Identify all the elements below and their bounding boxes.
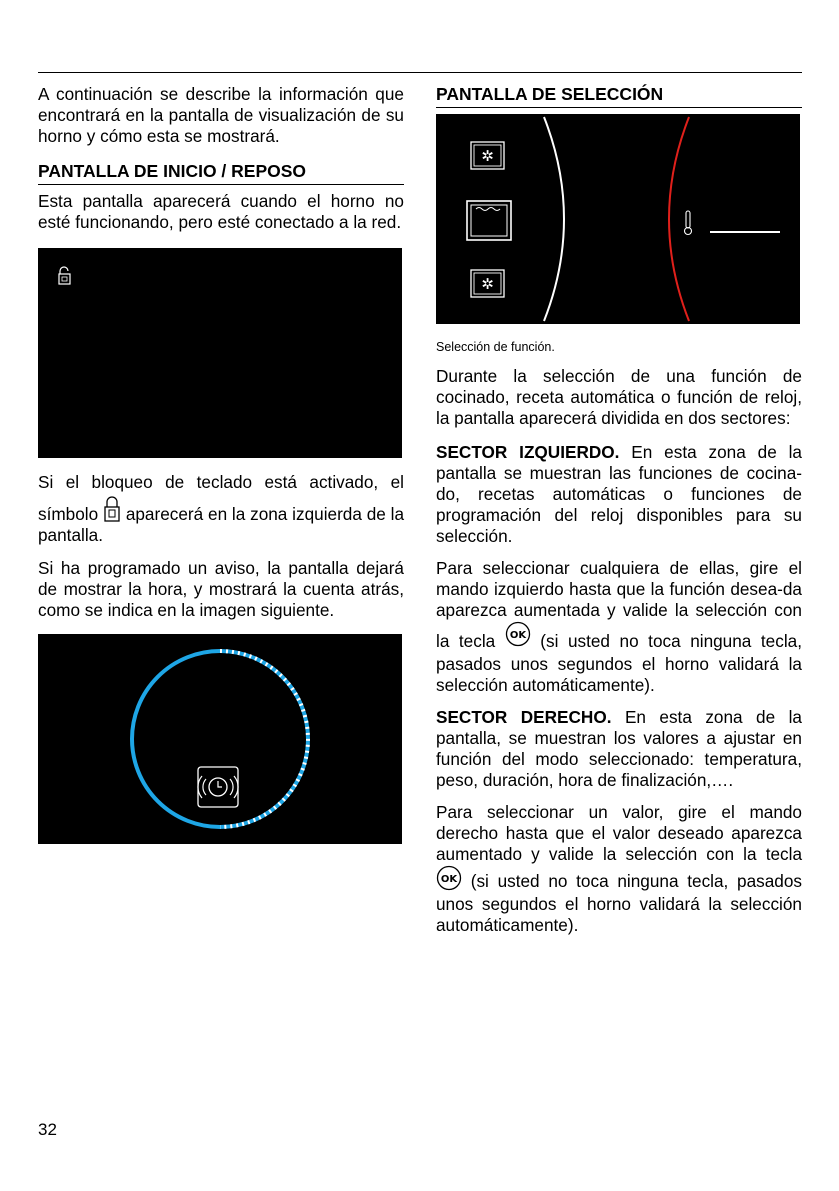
left-sector-label: SECTOR IZQUIERDO.: [436, 442, 620, 462]
left-sector-arc: [544, 117, 564, 321]
left-sector-description: En esta zona de la pantalla se muestran las funciones de cocina-do, recetas automáticas o funciones de programación del reloj disponibles para su selección.: [436, 442, 802, 546]
svg-text:✲: ✲: [481, 147, 494, 165]
ok-key-icon-2: [436, 865, 462, 894]
right-sector-label: SECTOR DERECHO.: [436, 707, 612, 727]
fan-grill-function-icon: [471, 270, 504, 297]
ok-key-icon: [505, 621, 531, 654]
fan-function-icon: [471, 142, 504, 169]
selection-screen-heading: PANTALLA DE SELECCIÓN: [436, 84, 802, 108]
home-screen-text: Esta pantalla aparecerá cuando el horno no esté funcionando, pero esté conectado a la red.: [38, 191, 404, 232]
lock-icon: [103, 493, 121, 523]
keyboard-lock-text-a: Si el bloqueo de teclado está activado, el símbolo: [38, 472, 404, 524]
ok-key-label-2: OK: [440, 874, 458, 885]
top-rule: [38, 72, 802, 73]
selection-intro-text: Durante la selección de una función de cocinado, receta automática o función de reloj, la pantalla aparecerá dividida en dos sectores:: [436, 366, 802, 428]
keyboard-lock-text-b: aparecerá en la zona izquierda de la pantalla.: [38, 504, 405, 545]
figure-caption: Selección de función.: [436, 340, 555, 354]
right-knob-instructions-a: Para seleccionar un valor, gire el mando derecho hasta que el valor deseado aparezca aumentado y valide la selección con la tecla: [436, 802, 802, 864]
selection-screen-image: [436, 114, 800, 324]
right-sector-description: En esta zona de la pantalla, se muestran los valores a ajustar en función del modo seleccionado: temperatura, peso, duración, hora de finalización,….: [436, 707, 802, 790]
page-number: 32: [38, 1120, 57, 1139]
left-knob-instructions-b: (si usted no toca ninguna tecla, pasados unos segundos el horno validará la selección automáticamente).: [436, 631, 802, 695]
left-column: [38, 84, 404, 844]
thermometer-icon: [685, 211, 692, 235]
right-knob-instructions-b: (si usted no toca ninguna tecla, pasados unos segundos el horno validará la selección automáticamente).: [436, 871, 803, 935]
intro-paragraph: A continuación se describe la información que encontrará en la pantalla de visualización de su horno y cómo esta se mostrará.: [38, 84, 404, 146]
right-knob-instructions: [436, 802, 802, 936]
home-screen-heading: PANTALLA DE INICIO / REPOSO: [38, 161, 404, 185]
home-screen-image: [38, 248, 402, 458]
right-column: [436, 84, 802, 936]
right-sector-text: [436, 707, 802, 791]
countdown-screen-image: [38, 634, 402, 844]
alarm-clock-icon: [198, 767, 238, 807]
alarm-text: Si ha programado un aviso, la pantalla dejará de mostrar la hora, y mostrará la cuenta atrás, como se indica en la imagen siguiente.: [38, 558, 404, 620]
svg-text:✲: ✲: [481, 275, 494, 293]
unlock-icon: [38, 248, 402, 458]
keyboard-lock-text: [38, 472, 404, 546]
ok-key-label: OK: [509, 630, 526, 641]
bottom-heat-function-icon: [467, 201, 511, 240]
left-knob-instructions: [436, 558, 802, 696]
left-knob-instructions-a: Para seleccionar cualquiera de ellas, gire el mando izquierdo hasta que la función desea-da aparezca aumentada y valide la selección con la tecla: [436, 558, 802, 651]
selection-screen-drawing: [436, 114, 800, 324]
countdown-ring: [38, 634, 402, 844]
left-sector-text: [436, 442, 802, 547]
